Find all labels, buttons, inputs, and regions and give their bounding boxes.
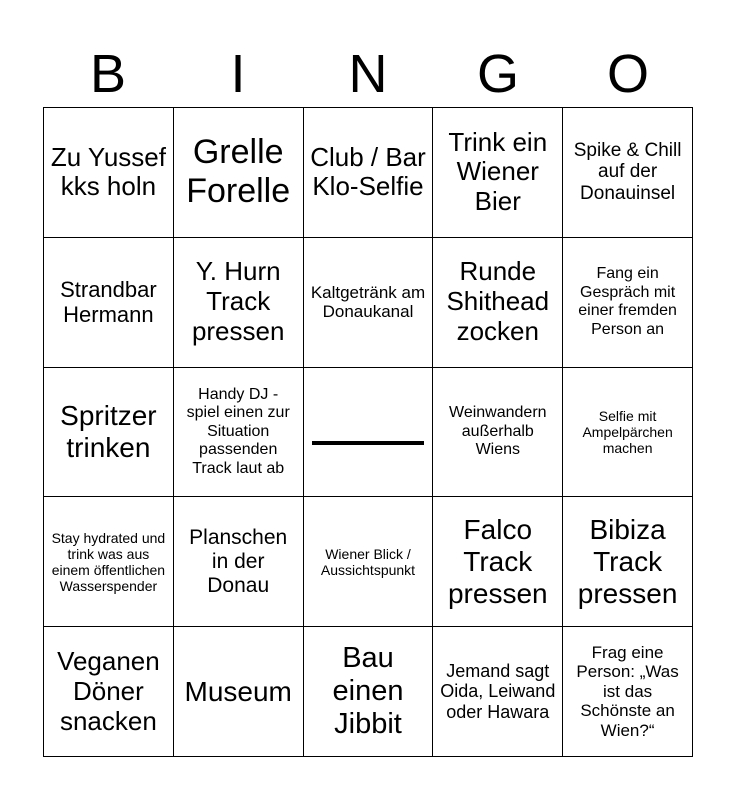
bingo-cell-r3c4[interactable] xyxy=(433,368,563,498)
bingo-cell-r4c1[interactable] xyxy=(44,497,174,627)
cell-label: Kaltgetränk am Donaukanal xyxy=(310,282,426,322)
bingo-cell-free[interactable] xyxy=(304,368,434,498)
cell-label: Handy DJ - spiel einen zur Situation passenden Track laut ab xyxy=(186,386,290,477)
bingo-cell-r5c3[interactable] xyxy=(304,627,434,757)
bingo-cell-r1c4[interactable] xyxy=(433,108,563,238)
cell-label: Trink ein Wiener Bier xyxy=(448,126,548,217)
bingo-cell-r3c2[interactable] xyxy=(174,368,304,498)
bingo-cell-r5c2[interactable] xyxy=(174,627,304,757)
bingo-cell-r2c2[interactable] xyxy=(174,238,304,368)
bingo-cell-r1c3[interactable] xyxy=(304,108,434,238)
bingo-cell-r3c1[interactable] xyxy=(44,368,174,498)
cell-label: Fang ein Gespräch mit einer fremden Person an xyxy=(578,265,677,338)
cell-label: Spritzer trinken xyxy=(60,399,157,463)
cell-label: Zu Yussef kks holn xyxy=(50,141,166,202)
bingo-cell-r1c5[interactable] xyxy=(563,108,693,238)
cell-label: Weinwandern außerhalb Wiens xyxy=(449,404,547,459)
cell-label: Spike & Chill auf der Donauinsel xyxy=(573,139,682,205)
bingo-cell-r1c2[interactable] xyxy=(174,108,304,238)
free-space-line xyxy=(312,441,424,445)
bingo-cell-r1c1[interactable] xyxy=(44,108,174,238)
cell-label: Wiener Blick / Aussichtspunkt xyxy=(320,545,416,578)
cell-label: Veganen Döner snacken xyxy=(57,645,160,736)
header-letter-b: B xyxy=(89,44,127,104)
cell-label: Y. Hurn Track pressen xyxy=(191,256,285,347)
cell-label: Stay hydrated und trink was aus einem öffentlichen Wasserspender xyxy=(51,529,166,594)
bingo-cell-r3c5[interactable] xyxy=(563,368,693,498)
bingo-cell-r2c3[interactable] xyxy=(304,238,434,368)
header-letter-n: N xyxy=(348,44,388,104)
cell-label: Grelle Forelle xyxy=(186,133,291,211)
bingo-cell-r4c5[interactable] xyxy=(563,497,693,627)
header-letter-i: I xyxy=(230,44,246,104)
bingo-header xyxy=(43,40,693,108)
cell-label: Runde Shithead zocken xyxy=(446,256,550,347)
cell-label: Selfie mit Ampelpärchen machen xyxy=(582,407,673,457)
bingo-cell-r2c5[interactable] xyxy=(563,238,693,368)
cell-label: Frag eine Person: „Was ist das Schönste an Wien?“ xyxy=(576,642,679,740)
cell-label: Club / Bar Klo-Selfie xyxy=(310,141,426,202)
bingo-cell-r5c5[interactable] xyxy=(563,627,693,757)
bingo-cell-r4c2[interactable] xyxy=(174,497,304,627)
bingo-cell-r4c3[interactable] xyxy=(304,497,434,627)
header-letter-o: O xyxy=(606,44,649,104)
cell-label: Bibiza Track pressen xyxy=(577,513,678,609)
bingo-cell-r5c4[interactable] xyxy=(433,627,563,757)
cell-label: Jemand sagt Oida, Leiwand oder Hawara xyxy=(440,660,556,722)
bingo-cell-r5c1[interactable] xyxy=(44,627,174,757)
cell-label: Falco Track pressen xyxy=(447,513,548,609)
bingo-grid xyxy=(43,107,693,757)
bingo-cell-r2c1[interactable] xyxy=(44,238,174,368)
cell-label: Planschen in der Donau xyxy=(189,525,288,597)
header-letter-g: G xyxy=(476,44,519,104)
bingo-cell-r4c4[interactable] xyxy=(433,497,563,627)
bingo-cell-r2c4[interactable] xyxy=(433,238,563,368)
cell-label: Museum xyxy=(184,675,292,707)
cell-label: Strandbar Hermann xyxy=(60,276,157,328)
cell-label: Bau einen Jibbit xyxy=(332,641,404,741)
